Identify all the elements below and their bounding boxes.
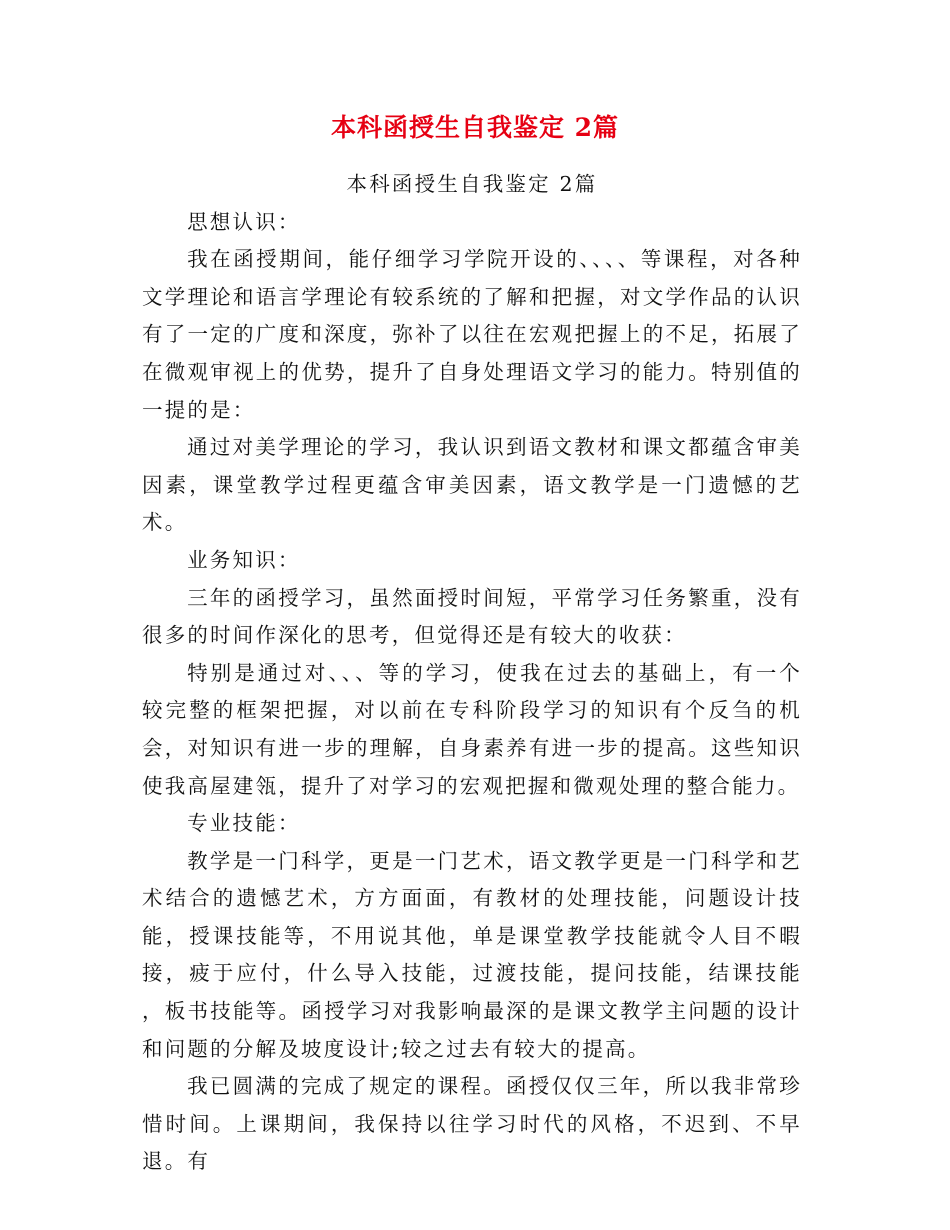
document-body [142,166,802,1181]
section-heading-skills: 专业技能： [187,811,301,836]
paragraph: 教学是一门科学，更是一门艺术，语文教学更是一门科学和艺术结合的遗憾艺术，方方面面，有教材的处理技能，问题设计技能，授课技能等，不用说其他，单是课堂教学技能就令人目不暇接，疲于应付，什么导入技能，过渡技能，提问技能，结课技能 ，板书技能等。函授学习对我影响最深的是课文教学主问题的设计和问题的分解及坡度设计;较之过去有较大的提高。 [142,848,802,1061]
paragraph: 我在函授期间，能仔细学习学院开设的、、、、等课程，对各种文学理论和语言学理论有较系统的了解和把握，对文学作品的认识有了一定的广度和深度，弥补了以往在宏观把握上的不足，拓展了在微观审视上的优势，提升了自身处理语文学习的能力。特别值的一提的是： [142,247,802,422]
paragraph: 通过对美学理论的学习，我认识到语文教材和课文都蕴含审美因素，课堂教学过程更蕴含审美因素，语文教学是一门遗憾的艺术。 [142,435,802,535]
document-title: 本科函授生自我鉴定 2篇 [330,113,620,142]
paragraph: 我已圆满的完成了规定的课程。函授仅仅三年，所以我非常珍惜时间。上课期间，我保持以往学习时代的风格，不迟到、不早退。有 [142,1074,802,1174]
section-heading-business: 业务知识： [187,547,301,572]
section-heading-thought: 思想认识： [187,209,301,234]
paragraph: 特别是通过对、、、等的学习，使我在过去的基础上，有一个较完整的框架把握，对以前在专科阶段学习的知识有个反刍的机会，对知识有进一步的理解，自身素养有进一步的提高。这些知识使我高屋建瓴，提升了对学习的宏观把握和微观处理的整合能力。 [142,660,802,798]
document-subtitle: 本科函授生自我鉴定 2篇 [346,172,598,196]
paragraph: 三年的函授学习，虽然面授时间短，平常学习任务繁重，没有很多的时间作深化的思考，但觉得还是有较大的收获： [142,585,802,648]
